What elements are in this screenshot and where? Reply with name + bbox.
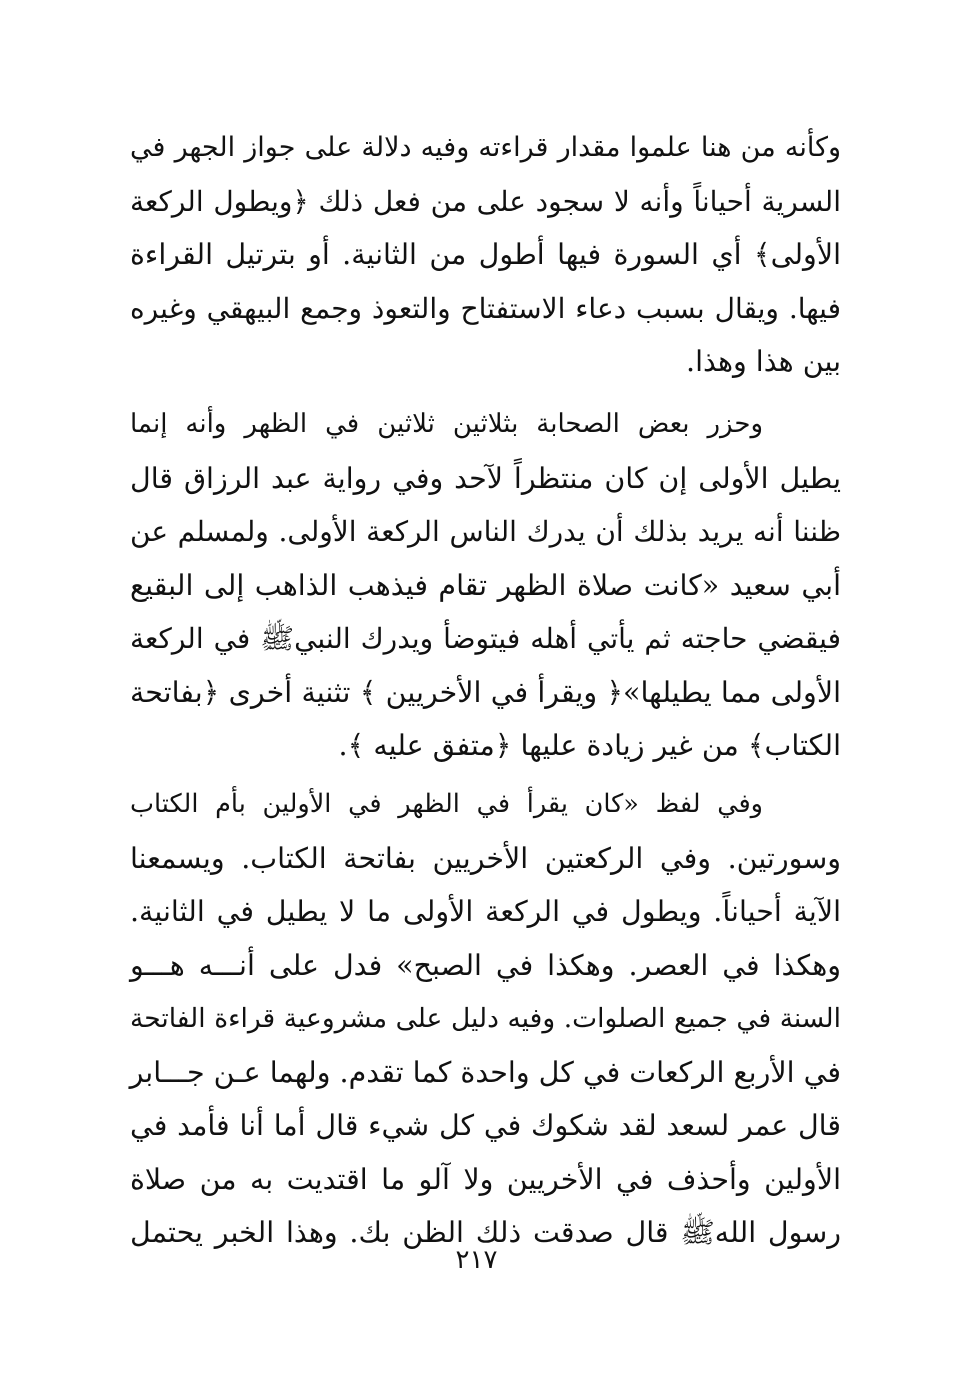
text-line: وسورتين. وفي الركعتين الأخريين بفاتحة الكتاب. ويسمعنا bbox=[130, 841, 841, 875]
text-line: وحزر بعض الصحابة بثلاثين ثلاثين في الظهر وأنه إنما bbox=[130, 409, 763, 439]
text-line: السرية أحياناً وأنه لا سجود على من فعل ذلك ﴿ويطول الركعة bbox=[130, 184, 841, 218]
text-line: ظننا أنه يريد بذلك أن يدرك الناس الركعة الأولى. ولمسلم عن bbox=[130, 515, 841, 548]
text-line: السنة في جميع الصلوات. وفيه دليل على مشروعية قراءة الفاتحة bbox=[130, 1003, 841, 1034]
paragraph-1 bbox=[130, 121, 841, 389]
text-line: فيقضي حاجته ثم يأتي أهله فيتوضأ ويدرك النبيﷺ في الركعة bbox=[130, 622, 841, 655]
text-line: الكتاب﴾ من غير زيادة عليها ﴿متفق عليه ﴾. bbox=[338, 729, 841, 762]
paragraph-3 bbox=[130, 778, 841, 1260]
paragraph-2 bbox=[130, 398, 841, 773]
text-line: قال عمر لسعد لقد شكوك في كل شيء قال أما أنا فأمد في bbox=[130, 1109, 841, 1142]
text-line: الأولى مما يطيلها»﴿ ويقرأ في الأخريين ﴾ تثنية أخرى ﴿بفاتحة bbox=[130, 675, 841, 709]
text-line: بين هذا وهذا. bbox=[686, 345, 841, 378]
text-line: وفي لفظ «كان يقرأ في الظهر في الأولين بأم الكتاب bbox=[130, 789, 763, 819]
text-line: يطيل الأولى إن كان منتظراً لآحد وفي رواية عبد الرزاق قال bbox=[130, 461, 841, 495]
text-line: وكأنه من هنا علموا مقدار قراءته وفيه دلالة على جواز الجهر في bbox=[130, 132, 841, 163]
text-line: فيها. ويقال بسبب دعاء الاستفتاح والتعوذ وجمع البيهقي وغيره bbox=[130, 291, 841, 325]
text-line: الأولين وأحذف في الأخريين ولا آلو ما اقتديت به من صلاة bbox=[130, 1162, 841, 1196]
text-line: أبي سعيد «كانت صلاة الظهر تقام فيذهب الذاهب إلى البقيع bbox=[130, 568, 841, 602]
text-line: رسول اللهﷺ قال صدقت ذلك الظن بك. وهذا الخبر يحتمل bbox=[130, 1216, 841, 1249]
text-line: وهكذا في العصر. وهكذا في الصبح» فدل على أنـــه هـــو bbox=[130, 948, 841, 982]
text-line: الآية أحياناً. ويطول في الركعة الأولى ما لا يطيل في الثانية. bbox=[130, 895, 841, 928]
text-line: الأولى﴾ أي السورة فيها أطول من الثانية. أو بترتيل القراءة bbox=[130, 238, 841, 271]
text-line: في الأربع الركعات في كل واحدة كما تقدم. ولهما عـن جـــابر bbox=[129, 1055, 841, 1089]
page-number: ٢١٧ bbox=[455, 1245, 498, 1275]
